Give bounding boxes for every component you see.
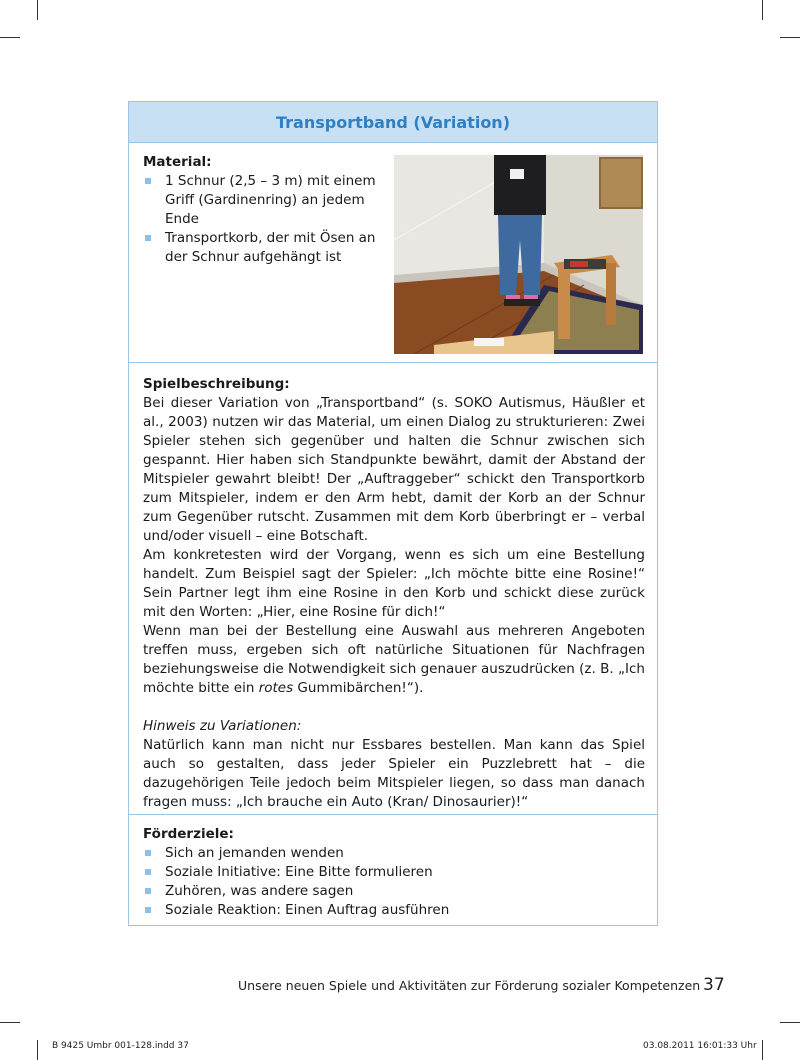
card-header — [129, 102, 657, 143]
emphasis: rotes — [258, 680, 294, 696]
list-item: Sich an jemanden wenden — [143, 844, 645, 863]
text-run: Wenn man bei der Bestellung eine Auswahl aus mehreren Angeboten treffen muss, ergeben sich oft natürliche Situationen für Nachfragen beziehungsweise die Notwendigkeit sich genauer auszudrücken (z. B. „Ich möchte bitte ein — [143, 623, 645, 696]
crop-mark — [762, 0, 763, 20]
print-slug-file: B 9425 Umbr 001-128.indd 37 — [52, 1041, 189, 1051]
spielbeschreibung-section — [129, 363, 657, 815]
text-run: Gummibärchen!“). — [293, 680, 424, 696]
list-item: Transportkorb, der mit Ösen an der Schnur aufgehängt ist — [143, 229, 381, 267]
game-card — [128, 101, 658, 926]
material-column — [143, 153, 381, 267]
crop-mark — [37, 0, 38, 20]
material-label: Material: — [143, 154, 212, 170]
paragraph: Bei dieser Variation von „Transportband“ (s. SOKO Autismus, Häußler et al., 2003) nutzen wir das Material, um einen Dialog zu strukturieren: Zwei Spieler stehen sich gegenüber und halten die Schnur zwischen sich gespannt. Hier haben sich Standpunkte bewährt, damit der Abstand der Mitspieler gewahrt bleibt! Der „Auftraggeber“ schickt den Transportkorb zum Mitspieler, indem er den Arm hebt, damit der Korb an der Schnur zum Gegenüber rutscht. Zusammen mit dem Korb überbringt er – verbal und/oder visuell – eine Botschaft. — [143, 395, 645, 544]
photo — [394, 155, 643, 354]
hinweis-label-text: Hinweis zu Variationen: — [143, 718, 302, 734]
foerderziele-section — [129, 815, 657, 920]
crop-mark — [0, 37, 20, 38]
foerderziele-list — [143, 844, 645, 920]
print-slug-date: 03.08.2011 16:01:33 Uhr — [643, 1041, 757, 1051]
crop-mark — [762, 1040, 763, 1060]
paragraph — [143, 622, 645, 698]
spacer — [143, 698, 645, 717]
list-item: 1 Schnur (2,5 – 3 m) mit einem Griff (Gardinenring) an jedem Ende — [143, 172, 381, 229]
material-section — [129, 143, 657, 363]
list-item: Soziale Reaktion: Einen Auftrag ausführen — [143, 901, 645, 920]
crop-mark — [780, 1022, 800, 1023]
list-item: Zuhören, was andere sagen — [143, 882, 645, 901]
hinweis-label — [143, 717, 645, 736]
crop-mark — [0, 1022, 20, 1023]
running-footer: Unsere neuen Spiele und Aktivitäten zur Förderung sozialer Kompetenzen — [238, 978, 701, 993]
crop-mark — [780, 37, 800, 38]
paragraph: Natürlich kann man nicht nur Essbares bestellen. Man kann das Spiel auch so gestalten, dass jeder Spieler ein Puzzlebrett hat – die dazugehörigen Teile jedoch beim Mitspieler liegen, so dass man danach fragen muss: „Ich brauche ein Auto (Kran/ Dinosaurier)!“ — [143, 737, 645, 810]
page-number: 37 — [703, 975, 725, 995]
photo-illustration — [394, 155, 643, 354]
list-item: Soziale Initiative: Eine Bitte formulieren — [143, 863, 645, 882]
spielbeschreibung-label: Spielbeschreibung: — [143, 376, 290, 392]
foerderziele-label: Förderziele: — [143, 826, 234, 842]
crop-mark — [37, 1040, 38, 1060]
description-text — [143, 394, 645, 812]
card-title: Transportband (Variation) — [275, 112, 511, 132]
material-list — [143, 172, 381, 267]
paragraph: Am konkretesten wird der Vorgang, wenn es sich um eine Bestellung handelt. Zum Beispiel sagt der Spieler: „Ich möchte bitte eine Rosine!“ Sein Partner legt ihm eine Rosine in den Korb und schickt diese zurück mit den Worten: „Hier, eine Rosine für dich!“ — [143, 547, 645, 620]
